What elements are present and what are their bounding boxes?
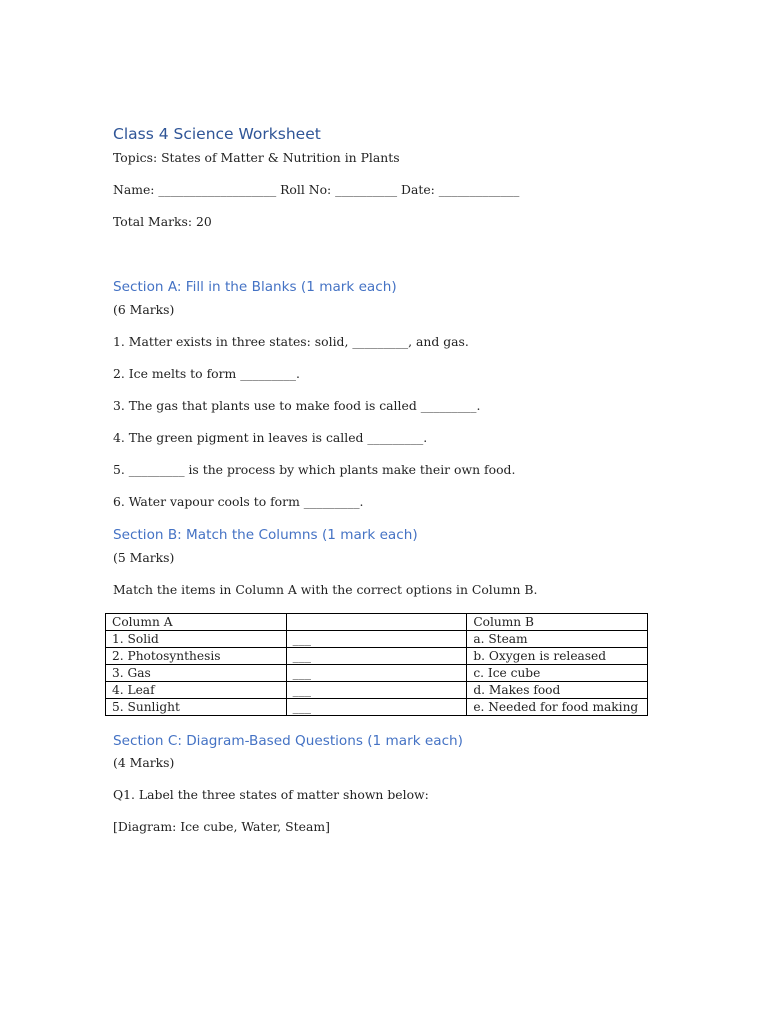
table-header-row [106,614,648,631]
column-a-cell: 3. Gas [106,665,287,682]
column-a-cell: 4. Leaf [106,682,287,699]
diagram-placeholder: [Diagram: Ice cube, Water, Steam] [113,819,330,834]
total-marks: Total Marks: 20 [113,214,212,229]
page-title: Class 4 Science Worksheet [113,125,321,143]
table-row [106,665,648,682]
section-c-marks: (4 Marks) [113,755,175,770]
question-a4: 4. The green pigment in leaves is called _________. [113,430,428,445]
answer-blank-cell: ___ [286,699,467,716]
section-b-heading: Section B: Match the Columns (1 mark each) [113,527,418,543]
topics-line: Topics: States of Matter & Nutrition in Plants [113,150,400,165]
column-b-cell: c. Ice cube [467,665,648,682]
question-a2: 2. Ice melts to form _________. [113,366,300,381]
question-c1: Q1. Label the three states of matter shown below: [113,787,429,802]
header-column-blank [286,614,467,631]
column-b-cell: e. Needed for food making [467,699,648,716]
column-a-cell: 2. Photosynthesis [106,648,287,665]
column-a-cell: 1. Solid [106,631,287,648]
section-c-heading: Section C: Diagram-Based Questions (1 mark each) [113,733,463,749]
section-a-marks: (6 Marks) [113,302,175,317]
section-a-heading: Section A: Fill in the Blanks (1 mark each) [113,279,397,295]
answer-blank-cell: ___ [286,682,467,699]
section-b-instruction: Match the items in Column A with the correct options in Column B. [113,582,538,597]
question-a6: 6. Water vapour cools to form _________. [113,494,364,509]
column-b-cell: d. Makes food [467,682,648,699]
header-column-a: Column A [106,614,287,631]
column-b-cell: b. Oxygen is released [467,648,648,665]
question-a1: 1. Matter exists in three states: solid, _________, and gas. [113,334,469,349]
column-b-cell: a. Steam [467,631,648,648]
answer-blank-cell: ___ [286,648,467,665]
question-a3: 3. The gas that plants use to make food is called _________. [113,398,481,413]
question-a5: 5. _________ is the process by which plants make their own food. [113,462,516,477]
student-info-line: Name: ___________________ Roll No: __________ Date: _____________ [113,182,520,197]
answer-blank-cell: ___ [286,665,467,682]
answer-blank-cell: ___ [286,631,467,648]
column-a-cell: 5. Sunlight [106,699,287,716]
table-row [106,682,648,699]
header-column-b: Column B [467,614,648,631]
match-columns-table [105,613,648,716]
table-row [106,631,648,648]
table-row [106,648,648,665]
table-row [106,699,648,716]
section-b-marks: (5 Marks) [113,550,175,565]
